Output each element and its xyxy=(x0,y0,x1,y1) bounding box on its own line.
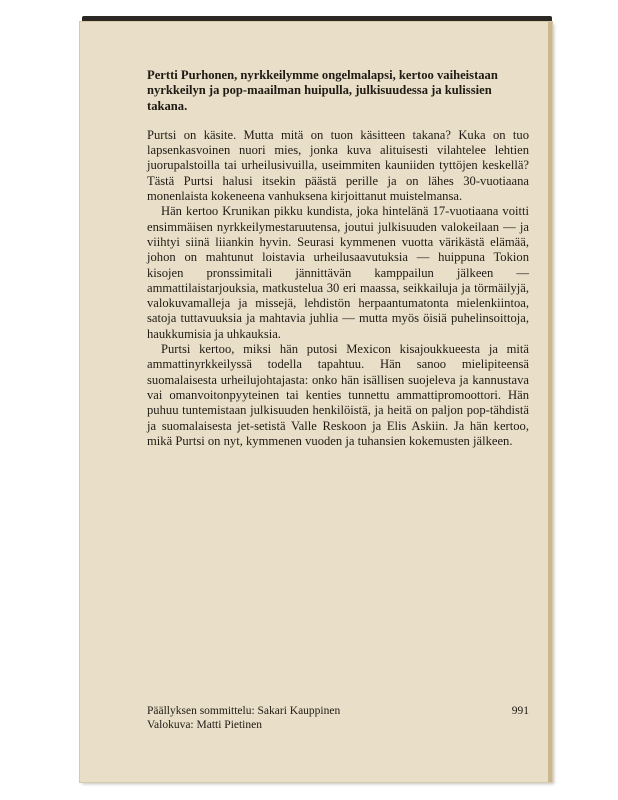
cover-design-credit: Päällyksen sommittelu: Sakari Kauppinen xyxy=(147,705,341,717)
back-cover xyxy=(80,22,552,782)
photo-credit: Valokuva: Matti Pietinen xyxy=(147,719,262,731)
catalog-number: 991 xyxy=(511,705,529,717)
paragraph-1: Purtsi on käsite. Mutta mitä on tuon käsitteen takana? Kuka on tuo lapsenkasvoinen nuori mies, jonka kuva alituisesti vilahtelee lehtien juorupalstoilla tai urheilusivuilla, useimmiten kauniiden tyttöjen keskellä? Tästä Purtsi halusi itsekin päästä perille ja on lähes 30-vuotiaana monenlaista kokeneena vanhuksena kirjoittanut muistelmansa. xyxy=(147,127,529,204)
spine-strip xyxy=(548,22,552,782)
credits-footer xyxy=(147,704,529,732)
paragraph-3: Purtsi kertoo, miksi hän putosi Mexicon kisajoukkueesta ja mitä ammattinyrkkeilyssä todella tapahtuu. Hän sanoo mielipiteensä suomalaisesta urheilujohtajasta: onko hän isällisen suojeleva ja kannustava vai omanvoitonpyyteinen tai kenties tunnettu ammattipromoottori. Hän puhuu tuntemistaan julkisuuden henkilöistä, ja heitä on paljon pop-tähdistä ja suomalaisesta jet-setistä Valle Reskoon ja Elis Askiin. Ja hän kertoo, mikä Purtsi on nyt, kymmenen vuoden ja tuhansien kokemusten jälkeen. xyxy=(147,342,529,448)
blurb xyxy=(147,68,529,449)
lead-paragraph: Pertti Purhonen, nyrkkeilymme ongelmalapsi, kertoo vaiheistaan nyrkkeilyn ja pop-maailman huipulla, julkisuudessa ja kulissien takana. xyxy=(147,68,498,113)
paragraph-2: Hän kertoo Krunikan pikku kundista, joka hintelänä 17-vuotiaana voitti ensimmäisen nyrkkeilymestaruutensa, joutui julkisuuden valokeilaan — ja viihtyi siinä liiankin hyvin. Seurasi kymmenen vuotta värikästä elämää, johon on mahtunut loistavia urheilusaavutuksia — huippuna Tokion kisojen pronssimitali jännittävän kamppailun jälkeen — ammattilaistarjouksia, matkustelua 30 eri maassa, seikkailuja ja törmäilyjä, valokuvamalleja ja missejä, lehdistön herpaantumatonta mielenkiintoa, satoja tuttavuuksia ja mahtavia juhlia — mutta myös öisiä puhelinsoittoja, haukkumisia ja uhkauksia. xyxy=(147,204,529,341)
